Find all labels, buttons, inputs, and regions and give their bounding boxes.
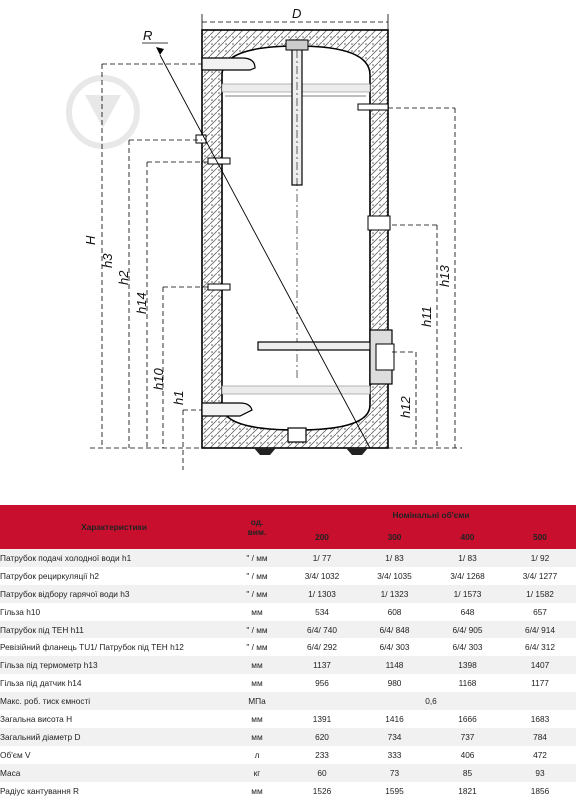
table-row [0,585,576,603]
dim-h11-label: h11 [419,306,434,327]
table-row [0,764,576,782]
row-value: 3/4/ 1032 [286,567,358,585]
row-unit: МПа [228,692,286,710]
row-unit: мм [228,710,286,728]
row-name: Патрубок під ТЕН h11 [0,621,228,639]
row-unit: " / мм [228,567,286,585]
row-value: 784 [504,728,576,746]
table-row [0,728,576,746]
row-value: 1/ 1323 [358,585,431,603]
row-value: 1168 [431,674,504,692]
table-row [0,782,576,799]
row-value: 6/4/ 905 [431,621,504,639]
row-unit: кг [228,764,286,782]
row-value: 406 [431,746,504,764]
row-unit: мм [228,728,286,746]
row-value: 3/4/ 1277 [504,567,576,585]
row-name: Маса [0,764,228,782]
table-row [0,638,576,656]
row-value: 1683 [504,710,576,728]
row-value: 60 [286,764,358,782]
row-value: 1856 [504,782,576,799]
row-value: 657 [504,603,576,621]
table-header-row [0,505,576,526]
row-unit: " / мм [228,549,286,567]
row-name: Об'єм V [0,746,228,764]
row-value: 6/4/ 914 [504,621,576,639]
row-unit: мм [228,782,286,799]
row-name: Загальний діаметр D [0,728,228,746]
row-value: 6/4/ 303 [358,638,431,656]
header-nominal-volumes: Номінальні об'єми [286,505,576,526]
row-value: 1391 [286,710,358,728]
dim-h2-label: h2 [116,270,131,285]
dim-h10-label: h10 [151,368,166,390]
row-value: 6/4/ 848 [358,621,431,639]
row-value: 1398 [431,656,504,674]
row-value: 233 [286,746,358,764]
table-body [0,549,576,799]
header-unit [228,505,286,549]
dim-h3-label: h3 [100,253,115,268]
row-unit: мм [228,656,286,674]
row-value: 1/ 1303 [286,585,358,603]
table-row [0,621,576,639]
row-unit: мм [228,674,286,692]
row-value: 980 [358,674,431,692]
row-unit: л [228,746,286,764]
row-value: 3/4/ 1268 [431,567,504,585]
row-name: Патрубок відбору гарячої води h3 [0,585,228,603]
row-value: 93 [504,764,576,782]
row-value: 333 [358,746,431,764]
dim-D-label: D [292,6,302,21]
table-row [0,746,576,764]
table-row [0,656,576,674]
row-value: 6/4/ 292 [286,638,358,656]
dim-h13-label: h13 [437,265,452,287]
specifications-table [0,505,576,799]
table-row [0,692,576,710]
row-value: 6/4/ 303 [431,638,504,656]
row-name: Загальна висота H [0,710,228,728]
row-name: Ревізійний фланець TU1/ Патрубок під ТЕН h12 [0,638,228,656]
row-value: 85 [431,764,504,782]
row-value: 73 [358,764,431,782]
row-value: 1137 [286,656,358,674]
header-characteristics: Характеристики [0,505,228,549]
row-value: 734 [358,728,431,746]
header-volume-400: 400 [431,526,504,549]
row-name: Патрубок подачі холодної води h1 [0,549,228,567]
table-row [0,567,576,585]
header-volume-300: 300 [358,526,431,549]
watermark-logo-top [69,78,137,146]
bottom-drain [288,428,306,442]
row-value: 1666 [431,710,504,728]
row-value: 1/ 77 [286,549,358,567]
row-unit: " / мм [228,638,286,656]
row-unit: " / мм [228,621,286,639]
row-unit: " / мм [228,585,286,603]
row-value: 956 [286,674,358,692]
row-value: 472 [504,746,576,764]
row-value: 620 [286,728,358,746]
row-value: 1821 [431,782,504,799]
header-volume-200: 200 [286,526,358,549]
row-merged-value: 0,6 [286,692,576,710]
row-value: 1/ 92 [504,549,576,567]
row-value: 1/ 83 [358,549,431,567]
table-row [0,674,576,692]
row-value: 1416 [358,710,431,728]
row-value: 1177 [504,674,576,692]
row-value: 737 [431,728,504,746]
dim-H-label: H [83,235,98,245]
header-unit-line1: од. [250,517,264,527]
row-name: Макс. роб. тиск ємності [0,692,228,710]
row-value: 1/ 1582 [504,585,576,603]
header-unit-line2: вим. [247,527,267,537]
row-name: Гільза під термометр h13 [0,656,228,674]
row-value: 6/4/ 312 [504,638,576,656]
row-value: 1526 [286,782,358,799]
row-name: Радіус кантування R [0,782,228,799]
row-value: 6/4/ 740 [286,621,358,639]
row-value: 1/ 83 [431,549,504,567]
row-value: 1/ 1573 [431,585,504,603]
row-value: 648 [431,603,504,621]
dim-h14-label: h14 [134,292,149,314]
cold-water-inlet-pipe [202,403,252,416]
dim-R-label: R [143,28,153,43]
row-value: 1148 [358,656,431,674]
table-row [0,710,576,728]
hot-water-outlet-pipe [202,58,255,70]
dim-h12-label: h12 [398,396,413,418]
table-row [0,603,576,621]
row-unit: мм [228,603,286,621]
row-value: 534 [286,603,358,621]
dim-h1-label: h1 [171,390,186,405]
row-value: 3/4/ 1035 [358,567,431,585]
row-name: Гільза під датчик h14 [0,674,228,692]
row-name: Гільза h10 [0,603,228,621]
row-value: 1407 [504,656,576,674]
support-feet [254,448,368,455]
row-name: Патрубок рециркуляції h2 [0,567,228,585]
header-volume-500: 500 [504,526,576,549]
row-value: 1595 [358,782,431,799]
row-value: 608 [358,603,431,621]
table-row [0,549,576,567]
